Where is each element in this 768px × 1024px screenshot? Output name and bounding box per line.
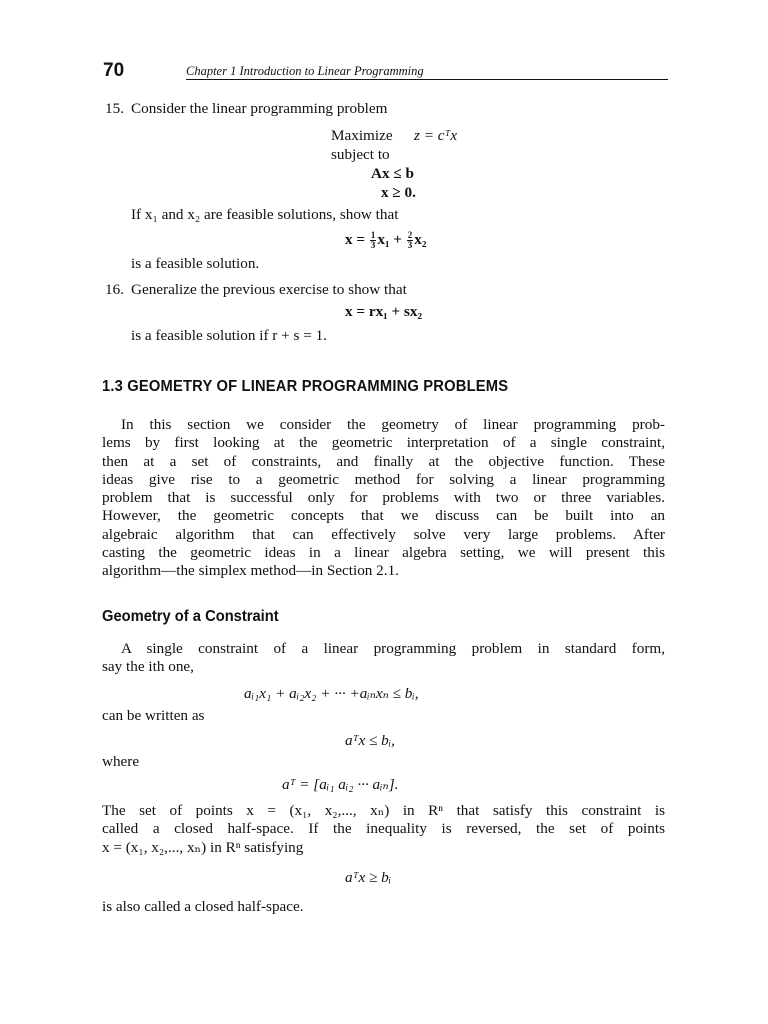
objective-function: z = cᵀx bbox=[414, 127, 458, 144]
running-head: Chapter 1 Introduction to Linear Programming bbox=[186, 64, 424, 78]
subject-to: subject to bbox=[331, 146, 390, 163]
paragraph-line: casting the geometric ideas in a linear algebra setting, we will present this bbox=[102, 544, 665, 562]
subsection-intro bbox=[102, 640, 665, 677]
row-vector-definition: aᵀ = [aᵢ₁ aᵢ₂ ··· aᵢₙ]. bbox=[282, 776, 399, 793]
paragraph-line: However, the geometric concepts that we discuss can be built into an bbox=[102, 507, 665, 525]
exercise-16-intro: Generalize the previous exercise to show that bbox=[131, 281, 407, 298]
formula-term1: x₁ + bbox=[377, 231, 406, 248]
half-space-line: x = (x₁, x₂,..., xₙ) in Rⁿ satisfying bbox=[102, 838, 304, 856]
paragraph-line: algorithm—the simplex method—in Section 2.1. bbox=[102, 562, 399, 580]
vector-inequality: aᵀx ≤ bᵢ, bbox=[345, 732, 395, 749]
exercise-16-number: 16. bbox=[105, 281, 124, 298]
constraint-ax-le-b: Ax ≤ b bbox=[371, 165, 414, 182]
exercise-16-conclusion: is a feasible solution if r + s = 1. bbox=[131, 327, 327, 344]
header-rule bbox=[186, 79, 668, 80]
paragraph-line: lems by first looking at the geometric interpretation of a single constraint, bbox=[102, 434, 665, 452]
fraction-one-third: $\frac{1}{3}$ bbox=[370, 230, 376, 251]
where-word: where bbox=[102, 753, 140, 770]
paragraph-line: problem that is successful only for problems with two or three variables. bbox=[102, 489, 665, 507]
exercise-15-number: 15. bbox=[105, 100, 124, 117]
paragraph-line: ideas give rise to a geometric method for solving a linear programming bbox=[102, 470, 665, 488]
half-space-line: called a closed half-space. If the inequality is reversed, the set of points bbox=[102, 820, 665, 838]
closing-sentence: is also called a closed half-space. bbox=[102, 898, 304, 915]
constraint-nonneg: x ≥ 0. bbox=[381, 184, 416, 201]
half-space-line: The set of points x = (x₁, x₂,..., xₙ) in Rⁿ that satisfy this constraint is bbox=[102, 802, 665, 819]
reversed-inequality: aᵀx ≥ bᵢ bbox=[345, 869, 392, 886]
section-paragraph bbox=[102, 416, 665, 581]
can-be-written: can be written as bbox=[102, 707, 205, 724]
formula-lhs: x = bbox=[345, 231, 369, 248]
exercise-15-intro: Consider the linear programming problem bbox=[131, 100, 388, 117]
formula-term2: x₂ bbox=[414, 231, 427, 248]
page-number: 70 bbox=[103, 60, 125, 81]
exercise-15-conclusion: is a feasible solution. bbox=[131, 255, 260, 272]
paragraph-line: algebraic algorithm that can effectively solve very large problems. After bbox=[102, 525, 665, 543]
constraint-equation: aᵢ₁x₁ + aᵢ₂x₂ + ··· +aᵢₙxₙ ≤ bᵢ, bbox=[244, 685, 419, 702]
paragraph-line: In this section we consider the geometry of linear programming prob- bbox=[121, 416, 665, 433]
convex-combination-formula bbox=[345, 231, 426, 250]
fraction-two-thirds: $\frac{2}{3}$ bbox=[407, 230, 413, 251]
section-heading: 1.3 GEOMETRY OF LINEAR PROGRAMMING PROBLEMS bbox=[102, 378, 509, 395]
intro-line: say the ith one, bbox=[102, 658, 194, 676]
intro-line: A single constraint of a linear programming problem in standard form, bbox=[121, 640, 665, 657]
maximize-word: Maximize bbox=[331, 127, 393, 144]
subsection-heading: Geometry of a Constraint bbox=[102, 608, 279, 625]
half-space-paragraph bbox=[102, 802, 665, 857]
paragraph-line: then at a set of constraints, and finally at the objective function. These bbox=[102, 452, 665, 470]
feasible-text: If x₁ and x₂ are feasible solutions, show that bbox=[131, 206, 399, 223]
exercise-16-formula: x = rx₁ + sx₂ bbox=[345, 303, 423, 320]
